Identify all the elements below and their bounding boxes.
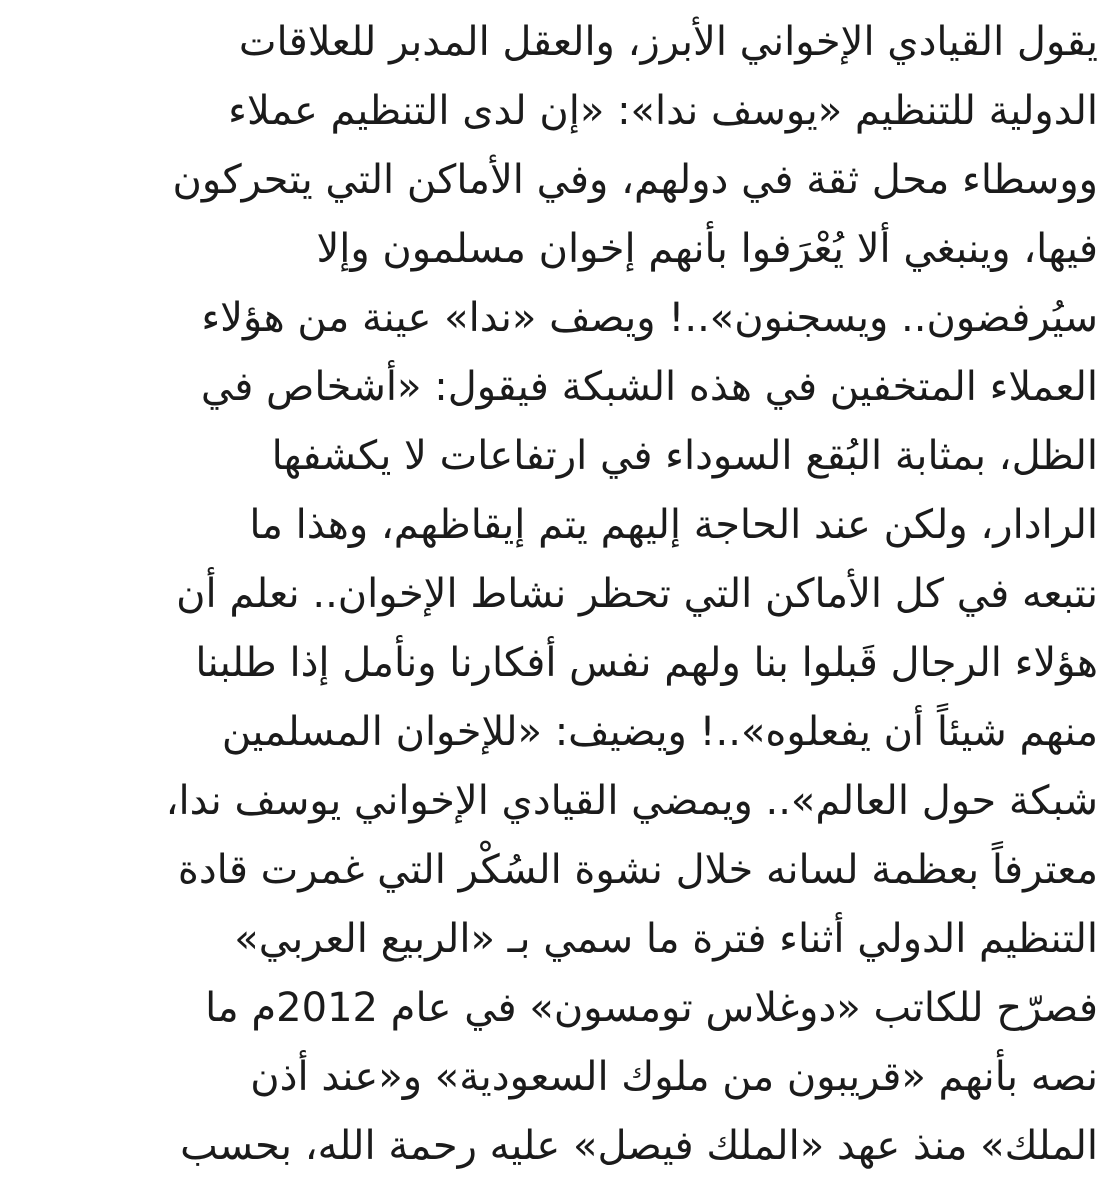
text-line: منهم شيئاً أن يفعلوه»..! ويضيف: «للإخوان المسلمين (221, 709, 1098, 755)
article-body (8, 8, 1098, 1181)
text-line: الظل، بمثابة البُقع السوداء في ارتفاعات لا يكشفها (271, 433, 1098, 479)
text-line: الملك» منذ عهد «الملك فيصل» عليه رحمة الله، بحسب (180, 1123, 1098, 1169)
text-line: فصرّح للكاتب «دوغلاس تومسون» في عام 2012م ما (205, 985, 1098, 1031)
text-line: نصه بأنهم «قريبون من ملوك السعودية» و«عند أذن (250, 1054, 1098, 1100)
text-line: نتبعه في كل الأماكن التي تحظر نشاط الإخوان.. نعلم أن (176, 571, 1098, 617)
text-line: سيُرفضون.. ويسجنون»..! ويصف «ندا» عينة من هؤلاء (201, 295, 1098, 341)
text-line: فيها، وينبغي ألا يُعْرَفوا بأنهم إخوان مسلمون وإلا (316, 226, 1098, 272)
text-line: شبكة حول العالم».. ويمضي القيادي الإخواني يوسف ندا، (165, 778, 1098, 824)
text-line: هؤلاء الرجال قَبلوا بنا ولهم نفس أفكارنا ونأمل إذا طلبنا (195, 640, 1098, 686)
text-line: معترفاً بعظمة لسانه خلال نشوة السُكْر التي غمرت قادة (177, 847, 1098, 893)
text-line: التنظيم الدولي أثناء فترة ما سمي بـ «الربيع العربي» (234, 916, 1098, 962)
text-line: الدولية للتنظيم «يوسف ندا»: «إن لدى التنظيم عملاء (228, 88, 1098, 134)
text-line: يقول القيادي الإخواني الأبرز، والعقل المدبر للعلاقات (238, 19, 1098, 65)
text-line: ووسطاء محل ثقة في دولهم، وفي الأماكن التي يتحركون (172, 157, 1098, 203)
text-line: العملاء المتخفين في هذه الشبكة فيقول: «أشخاص في (200, 364, 1098, 410)
text-line: الرادار، ولكن عند الحاجة إليهم يتم إيقاظهم، وهذا ما (249, 502, 1098, 548)
